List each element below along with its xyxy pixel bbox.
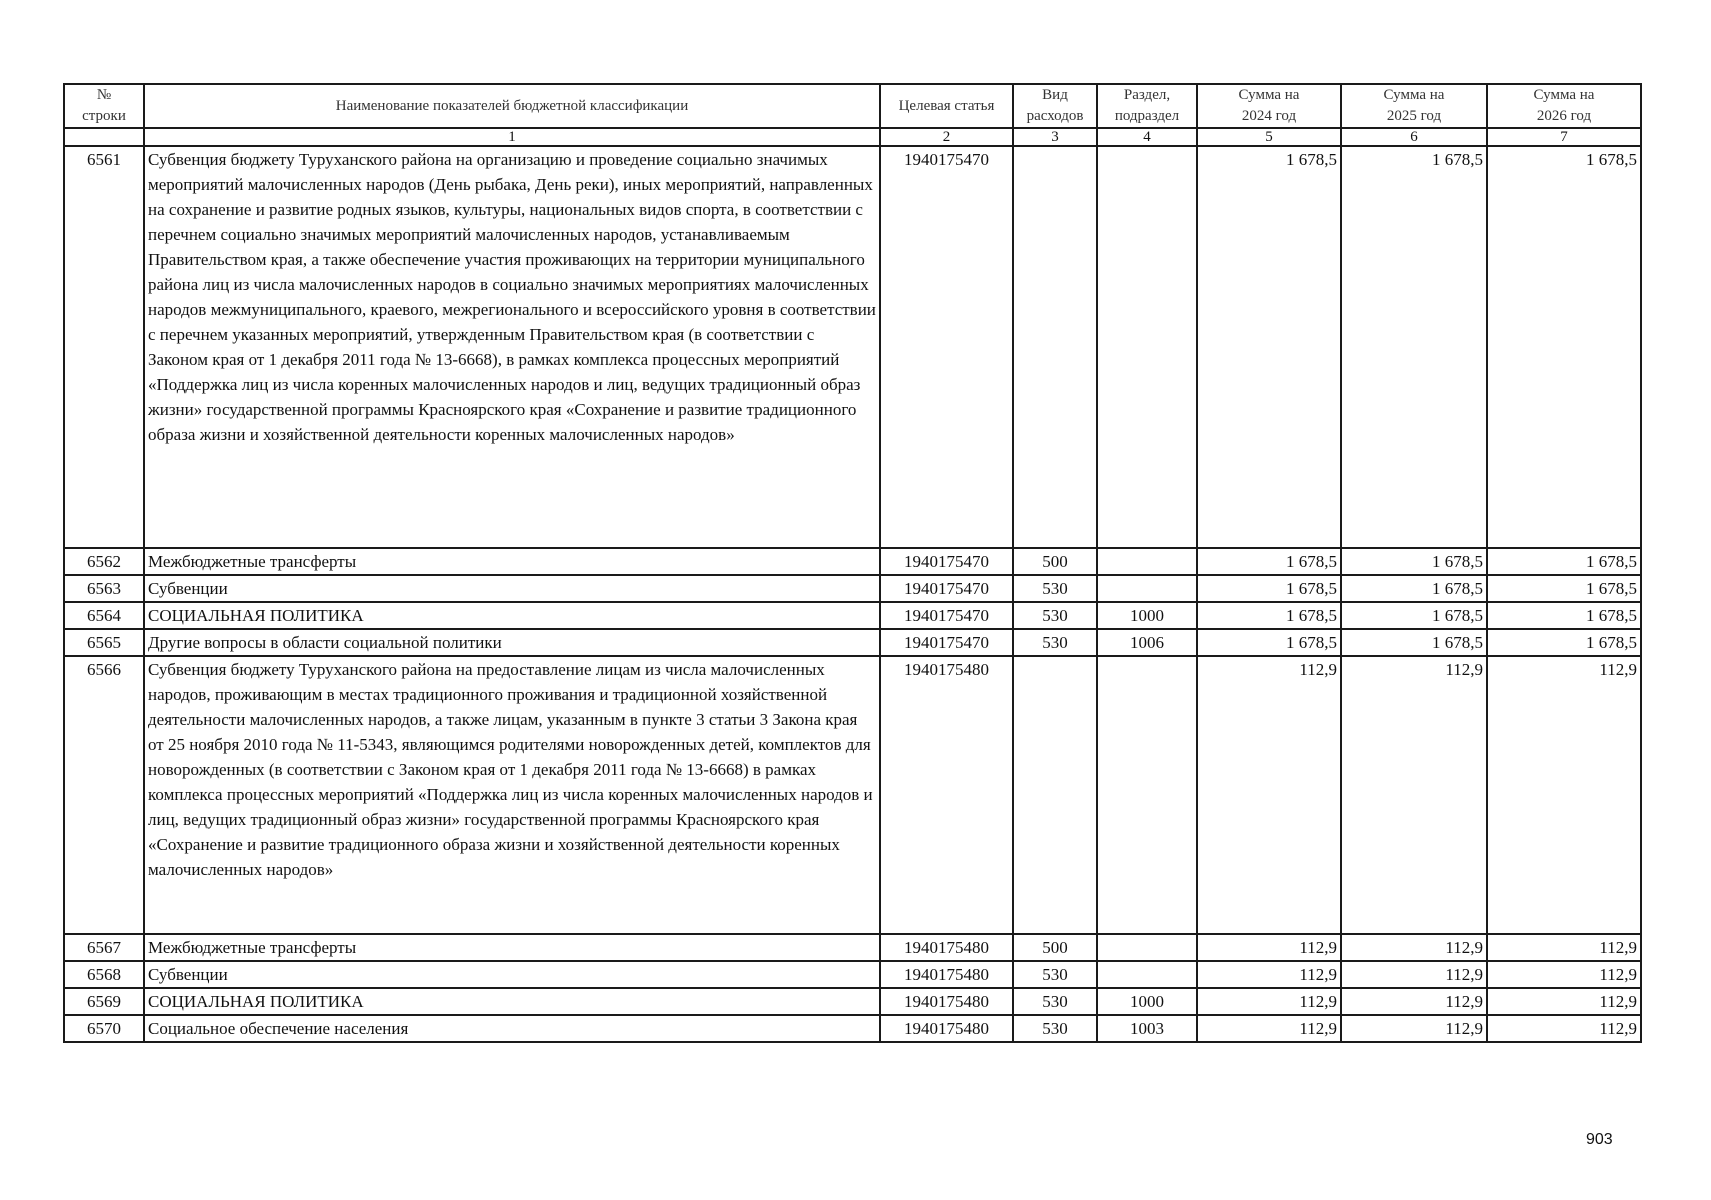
row-sum-2024: 112,9 (1197, 656, 1341, 934)
header-sum-2025 (1341, 84, 1487, 128)
row-number: 6568 (64, 961, 144, 988)
row-name: Социальное обеспечение населения (144, 1015, 880, 1042)
row-section: 1003 (1097, 1015, 1197, 1042)
row-name: Межбюджетные трансферты (144, 548, 880, 575)
header-type-l1: Вид (1042, 87, 1068, 103)
row-sum-2025: 1 678,5 (1341, 548, 1487, 575)
header-row (64, 84, 1641, 128)
row-target-code: 1940175480 (880, 988, 1013, 1015)
row-sum-2024: 112,9 (1197, 1015, 1341, 1042)
column-number-row (64, 128, 1641, 146)
table-row (64, 1015, 1641, 1042)
header-sum-2025-l1: Сумма на (1383, 87, 1445, 103)
row-number: 6563 (64, 575, 144, 602)
row-expense-type: 530 (1013, 961, 1097, 988)
header-target: Целевая статья (880, 84, 1013, 128)
row-sum-2025: 1 678,5 (1341, 575, 1487, 602)
row-expense-type: 530 (1013, 602, 1097, 629)
row-target-code: 1940175470 (880, 575, 1013, 602)
row-name: Субвенция бюджету Туруханского района на предоставление лицам из числа малочисленных народов, проживающим в местах традиционного проживания и традиционной хозяйственной деятельности малочисленных народов, а также лицам, указанным в пункте 3 статьи 3 Закона края от 25 ноября 2010 года № 11-5343, являющимся родителями новорожденных детей, комплектов для новорожденных (в соответствии с Законом края от 1 декабря 2011 года № 13-6668) в рамках комплекса процессных мероприятий «Поддержка лиц из числа коренных малочисленных народов и лиц, ведущих традиционный образ жизни» государственной программы Красноярского края «Сохранение и развитие традиционного образа жизни и хозяйственной деятельности коренных малочисленных народов» (144, 656, 880, 934)
column-number: 1 (144, 128, 880, 146)
row-name: СОЦИАЛЬНАЯ ПОЛИТИКА (144, 602, 880, 629)
header-row-number-l2: строки (82, 108, 126, 124)
row-section (1097, 961, 1197, 988)
row-target-code: 1940175480 (880, 961, 1013, 988)
row-section: 1006 (1097, 629, 1197, 656)
row-sum-2026: 112,9 (1487, 961, 1641, 988)
row-expense-type: 500 (1013, 934, 1097, 961)
column-number: 5 (1197, 128, 1341, 146)
column-number: 6 (1341, 128, 1487, 146)
row-number: 6567 (64, 934, 144, 961)
row-target-code: 1940175480 (880, 934, 1013, 961)
row-number: 6561 (64, 146, 144, 548)
header-type-l2: расходов (1026, 108, 1084, 124)
table-row (64, 961, 1641, 988)
row-sum-2026: 112,9 (1487, 934, 1641, 961)
row-section (1097, 575, 1197, 602)
page-number: 903 (1586, 1131, 1613, 1148)
row-target-code: 1940175480 (880, 656, 1013, 934)
row-sum-2025: 112,9 (1341, 934, 1487, 961)
row-sum-2026: 112,9 (1487, 988, 1641, 1015)
row-number: 6569 (64, 988, 144, 1015)
row-number: 6564 (64, 602, 144, 629)
header-section (1097, 84, 1197, 128)
row-section (1097, 146, 1197, 548)
row-sum-2026: 1 678,5 (1487, 548, 1641, 575)
header-name: Наименование показателей бюджетной классификации (144, 84, 880, 128)
budget-table (63, 83, 1642, 1043)
table-row (64, 548, 1641, 575)
row-expense-type: 530 (1013, 1015, 1097, 1042)
row-target-code: 1940175470 (880, 548, 1013, 575)
row-number: 6565 (64, 629, 144, 656)
row-expense-type: 530 (1013, 629, 1097, 656)
budget-sheet (63, 83, 1640, 1043)
row-sum-2024: 1 678,5 (1197, 548, 1341, 575)
header-type (1013, 84, 1097, 128)
row-number: 6562 (64, 548, 144, 575)
table-row (64, 988, 1641, 1015)
row-section (1097, 656, 1197, 934)
row-target-code: 1940175470 (880, 629, 1013, 656)
row-sum-2025: 112,9 (1341, 988, 1487, 1015)
row-sum-2025: 112,9 (1341, 961, 1487, 988)
row-sum-2026: 1 678,5 (1487, 629, 1641, 656)
row-sum-2026: 112,9 (1487, 656, 1641, 934)
row-section: 1000 (1097, 988, 1197, 1015)
row-sum-2024: 1 678,5 (1197, 629, 1341, 656)
row-sum-2026: 1 678,5 (1487, 146, 1641, 548)
column-number: 4 (1097, 128, 1197, 146)
row-expense-type (1013, 146, 1097, 548)
row-target-code: 1940175480 (880, 1015, 1013, 1042)
row-name: Субвенция бюджету Туруханского района на организацию и проведение социально значимых мероприятий малочисленных народов (День рыбака, День реки), иных мероприятий, направленных на сохранение и развитие родных языков, культуры, национальных видов спорта, в соответствии с перечнем социально значимых мероприятий малочисленных народов, устанавливаемым Правительством края, а также обеспечение участия проживающих на территории муниципального района лиц из числа малочисленных народов в социально значимых мероприятиях малочисленных народов межмуниципального, краевого, межрегионального и всероссийского уровня в соответствии с перечнем указанных мероприятий, утвержденным Правительством края (в соответствии с Законом края от 1 декабря 2011 года № 13-6668), в рамках комплекса процессных мероприятий «Поддержка лиц из числа коренных малочисленных народов и лиц, ведущих традиционный образ жизни» государственной программы Красноярского края «Сохранение и развитие традиционного образа жизни и хозяйственной деятельности коренных малочисленных народов» (144, 146, 880, 548)
header-sum-2025-l2: 2025 год (1386, 108, 1442, 124)
row-sum-2024: 112,9 (1197, 934, 1341, 961)
table-row (64, 629, 1641, 656)
row-sum-2025: 112,9 (1341, 1015, 1487, 1042)
header-sum-2024-l2: 2024 год (1241, 108, 1297, 124)
header-sum-2026 (1487, 84, 1641, 128)
row-section: 1000 (1097, 602, 1197, 629)
row-section (1097, 548, 1197, 575)
header-sum-2026-l2: 2026 год (1536, 108, 1592, 124)
row-sum-2026: 1 678,5 (1487, 575, 1641, 602)
row-name: Другие вопросы в области социальной политики (144, 629, 880, 656)
row-sum-2025: 1 678,5 (1341, 629, 1487, 656)
table-row (64, 602, 1641, 629)
row-sum-2024: 112,9 (1197, 988, 1341, 1015)
row-name: Субвенции (144, 575, 880, 602)
column-number: 7 (1487, 128, 1641, 146)
row-target-code: 1940175470 (880, 602, 1013, 629)
header-section-l1: Раздел, (1123, 87, 1171, 103)
table-row (64, 146, 1641, 548)
column-number: 3 (1013, 128, 1097, 146)
row-sum-2026: 112,9 (1487, 1015, 1641, 1042)
header-row-number-l1: № (96, 87, 112, 103)
row-name: Межбюджетные трансферты (144, 934, 880, 961)
table-row (64, 575, 1641, 602)
row-sum-2024: 112,9 (1197, 961, 1341, 988)
row-sum-2026: 1 678,5 (1487, 602, 1641, 629)
row-number: 6570 (64, 1015, 144, 1042)
table-row (64, 656, 1641, 934)
header-section-l2: подраздел (1114, 108, 1180, 124)
row-sum-2025: 1 678,5 (1341, 146, 1487, 548)
header-row-number (64, 84, 144, 128)
row-sum-2024: 1 678,5 (1197, 602, 1341, 629)
row-sum-2024: 1 678,5 (1197, 575, 1341, 602)
row-expense-type (1013, 656, 1097, 934)
row-expense-type: 530 (1013, 575, 1097, 602)
column-number: 2 (880, 128, 1013, 146)
header-sum-2024-l1: Сумма на (1238, 87, 1300, 103)
row-target-code: 1940175470 (880, 146, 1013, 548)
row-name: Субвенции (144, 961, 880, 988)
row-name: СОЦИАЛЬНАЯ ПОЛИТИКА (144, 988, 880, 1015)
row-expense-type: 530 (1013, 988, 1097, 1015)
table-row (64, 934, 1641, 961)
row-expense-type: 500 (1013, 548, 1097, 575)
row-sum-2025: 112,9 (1341, 656, 1487, 934)
header-sum-2024 (1197, 84, 1341, 128)
row-sum-2024: 1 678,5 (1197, 146, 1341, 548)
row-sum-2025: 1 678,5 (1341, 602, 1487, 629)
header-sum-2026-l1: Сумма на (1533, 87, 1595, 103)
row-number: 6566 (64, 656, 144, 934)
column-number (64, 128, 144, 146)
row-section (1097, 934, 1197, 961)
